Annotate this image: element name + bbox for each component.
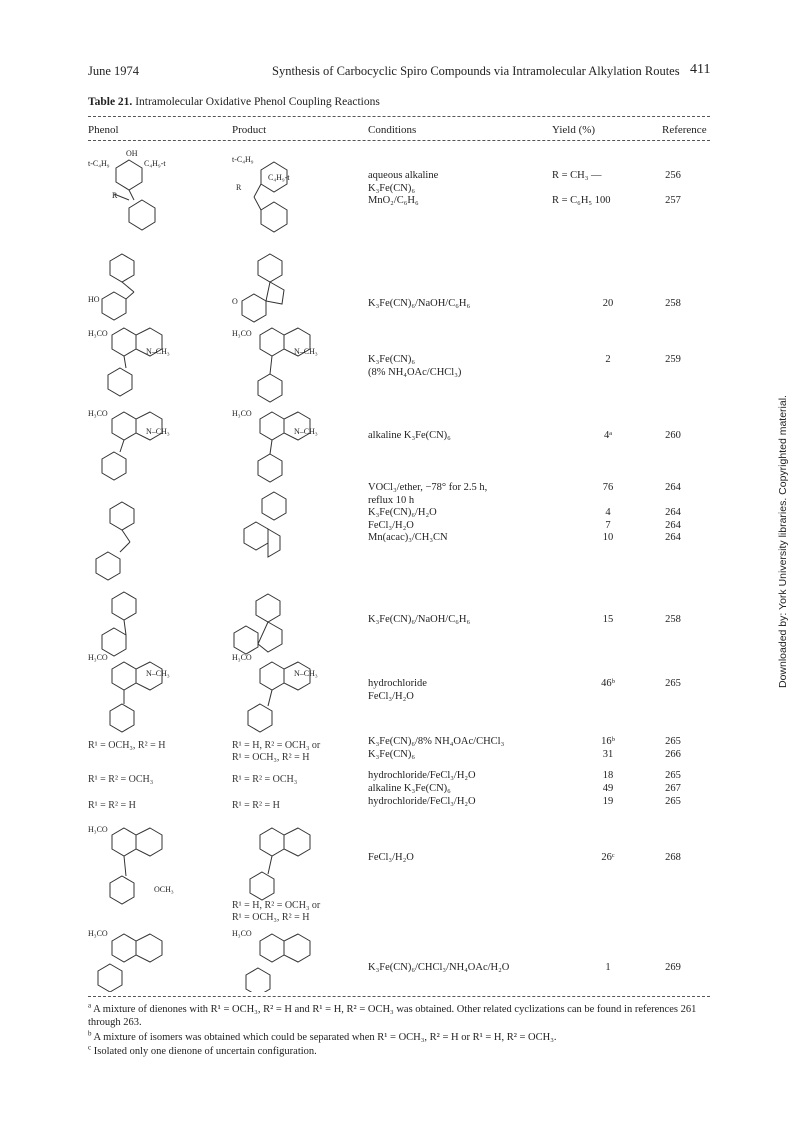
r8-phenol-sub: R¹ = OCH₃, R² = H (88, 740, 166, 751)
r11-product-sub-2: R¹ = OCH₃, R² = H (232, 912, 310, 923)
row-1-condition: aqueous alkaline (368, 170, 439, 181)
s11-h3co: H₃CO (88, 825, 108, 834)
p7-h3co: H₃CO (232, 653, 252, 662)
row-5-condition: reflux 10 h (368, 494, 415, 506)
s1-c4h9t: C₄H₉-t (144, 159, 166, 168)
running-title: Synthesis of Carbocyclic Spiro Compounds via Intramolecular Alkylation Routes (272, 64, 680, 78)
row-2-reference: 258 (665, 298, 681, 309)
col-product: Product (232, 124, 267, 136)
row-4-condition: alkaline K₃Fe(CN)₆ (368, 430, 451, 441)
footnote-c-mark: c (88, 1043, 92, 1052)
table-bottom-rule (88, 996, 710, 997)
s7-h3co: H₃CO (88, 653, 108, 662)
row-1-reference: 256 (665, 170, 681, 181)
col-yield: Yield (%) (552, 124, 596, 136)
row-1-reference: 257 (665, 195, 681, 206)
row-7-condition: FeCl₃/H₂O (368, 690, 414, 702)
r9-phenol-sub: R¹ = R² = OCH₃ (88, 774, 154, 785)
s1-r: R (112, 191, 118, 200)
row-5-yield: 10 (602, 532, 614, 543)
row-1-condition: K₃Fe(CN)₆ (368, 182, 415, 194)
footnote-a-mark: a (88, 1001, 92, 1010)
row-3-reference: 259 (665, 354, 681, 365)
row-5-condition: K₃Fe(CN)₆/H₂O (368, 507, 437, 518)
row-1-yield: R = C₆H₅ 100 (552, 195, 611, 206)
row-5-reference: 264 (665, 519, 681, 531)
row-9-reference: 267 (665, 782, 681, 794)
row-7-yield: 46ᵇ (601, 678, 615, 689)
s1-oh: OH (126, 149, 138, 158)
s3-h3co: H₃CO (88, 329, 108, 338)
r11-product-sub-1: R¹ = H, R² = OCH₃ or (232, 900, 321, 911)
row-2-yield: 20 (602, 298, 614, 309)
row-5-reference: 264 (665, 507, 681, 518)
download-watermark (777, 395, 791, 688)
row-5-yield: 4 (605, 507, 611, 518)
p3-h3co: H₃CO (232, 329, 252, 338)
p4-h3co: H₃CO (232, 409, 252, 418)
row-9-condition: hydrochloride/FeCl₃/H₂O (368, 770, 476, 781)
table-title (88, 96, 380, 108)
row-1-yield: R = CH₃ — (552, 170, 602, 181)
ring-r1b (129, 200, 155, 230)
row-9-yield: 49 (602, 782, 614, 794)
r8-product-sub-2: R¹ = OCH₃, R² = H (232, 752, 310, 763)
row-1-condition: MnO₂/C₆H₆ (368, 195, 419, 206)
p1-tbu: t-C₄H₉ (232, 155, 254, 164)
table-top-rule (88, 116, 710, 117)
col-reference: Reference (662, 124, 707, 136)
col-conditions: Conditions (368, 124, 417, 136)
p4-nch3: N–CH₃ (294, 427, 318, 436)
row-6-condition: K₃Fe(CN)₆/NaOH/C₆H₆ (368, 614, 471, 625)
row-3-yield: 2 (605, 354, 611, 365)
p1-c4h9t: C₄H₉-t (268, 173, 290, 182)
footnote-a-text: A mixture of dienones with R¹ = OCH₃, R² = H and R¹ = H, R² = OCH₃ was obtained. Other related cyclizations can be found in references 261 through 263. (88, 1004, 697, 1028)
row-3-condition: (8% NH₄OAc/CHCl₃) (368, 366, 462, 378)
s2-ho: HO (88, 295, 100, 304)
footnote-b-mark: b (88, 1029, 92, 1038)
p2-o: O (232, 297, 238, 306)
row-11-yield: 26ᶜ (601, 852, 615, 863)
page-number: 411 (690, 62, 711, 77)
p12-h3co: H₃CO (232, 929, 252, 938)
s11-och3: OCH₃ (154, 885, 174, 894)
s7-nch3: N–CH₃ (146, 669, 170, 678)
col-phenol: Phenol (88, 124, 119, 136)
ring-r1a (116, 160, 142, 190)
row-4-yield: 4ᵃ (603, 430, 613, 441)
p1-r: R (236, 183, 242, 192)
r10-phenol-sub: R¹ = R² = H (88, 800, 136, 811)
row-7-reference: 265 (665, 678, 681, 689)
s12-h3co: H₃CO (88, 929, 108, 938)
download-watermark-text: Downloaded by: York University libraries. Copyrighted material. (777, 395, 789, 688)
table-label: Table 21. (88, 96, 133, 108)
structures-figure (84, 142, 384, 992)
row-5-yield: 76 (602, 482, 614, 493)
row-9-condition: alkaline K₃Fe(CN)₆ (368, 782, 451, 794)
row-5-reference: 264 (665, 532, 681, 543)
header-date: June 1974 (88, 64, 140, 78)
footnote-a (88, 1001, 710, 1029)
row-6-yield: 15 (602, 614, 614, 625)
row-8-yield: 16ᵇ (601, 736, 615, 747)
row-5-yield: 7 (605, 519, 611, 531)
s3-nch3: N–CH₃ (146, 347, 170, 356)
s4-nch3: N–CH₃ (146, 427, 170, 436)
header-rule (88, 140, 710, 141)
row-10-condition: hydrochloride/FeCl₃/H₂O (368, 796, 476, 807)
row-8-yield: 31 (602, 748, 614, 760)
row-11-condition: FeCl₃/H₂O (368, 852, 414, 863)
row-11-reference: 268 (665, 852, 681, 863)
row-6-reference: 258 (665, 614, 681, 625)
row-8-reference: 266 (665, 748, 681, 760)
footnote-b-text: A mixture of isomers was obtained which could be separated when R¹ = OCH₃, R² = H or R¹ = H, R² = OCH₃. (93, 1032, 557, 1043)
row-4-reference: 260 (665, 430, 681, 441)
p7-nch3: N–CH₃ (294, 669, 318, 678)
row-2-condition: K₃Fe(CN)₆/NaOH/C₆H₆ (368, 298, 471, 309)
row-3-condition: K₃Fe(CN)₆ (368, 354, 415, 365)
footnote-c (88, 1043, 710, 1059)
p3-nch3: N–CH₃ (294, 347, 318, 356)
table-caption: Intramolecular Oxidative Phenol Coupling Reactions (135, 96, 380, 108)
r8-product-sub-1: R¹ = H, R² = OCH₃ or (232, 740, 321, 751)
row-5-condition: FeCl₃/H₂O (368, 519, 414, 531)
footnote-b (88, 1029, 710, 1045)
row-9-reference: 265 (665, 770, 681, 781)
row-5-condition: Mn(acac)₃/CH₃CN (368, 532, 448, 543)
row-7-condition: hydrochloride (368, 678, 427, 689)
r9-product-sub: R¹ = R² = OCH₃ (232, 774, 298, 785)
row-10-yield: 19 (602, 796, 614, 807)
row-5-condition: VOCl₃/ether, −78° for 2.5 h, (368, 482, 488, 493)
s4-h3co: H₃CO (88, 409, 108, 418)
row-12-yield: 1 (605, 962, 611, 973)
row-10-reference: 265 (665, 796, 681, 807)
r10-product-sub: R¹ = R² = H (232, 800, 280, 811)
row-12-condition: K₃Fe(CN)₆/CHCl₃/NH₄OAc/H₂O (368, 962, 510, 973)
row-9-yield: 18 (602, 770, 614, 781)
row-8-condition: K₃Fe(CN)₆ (368, 748, 415, 760)
row-8-reference: 265 (665, 736, 681, 747)
s1-tbu: t-C₄H₉ (88, 159, 110, 168)
row-5-reference: 264 (665, 482, 681, 493)
row-8-condition: K₃Fe(CN)₆/8% NH₄OAc/CHCl₃ (368, 736, 505, 747)
footnote-c-text: Isolated only one dienone of uncertain configuration. (93, 1046, 317, 1057)
row-12-reference: 269 (665, 962, 681, 973)
